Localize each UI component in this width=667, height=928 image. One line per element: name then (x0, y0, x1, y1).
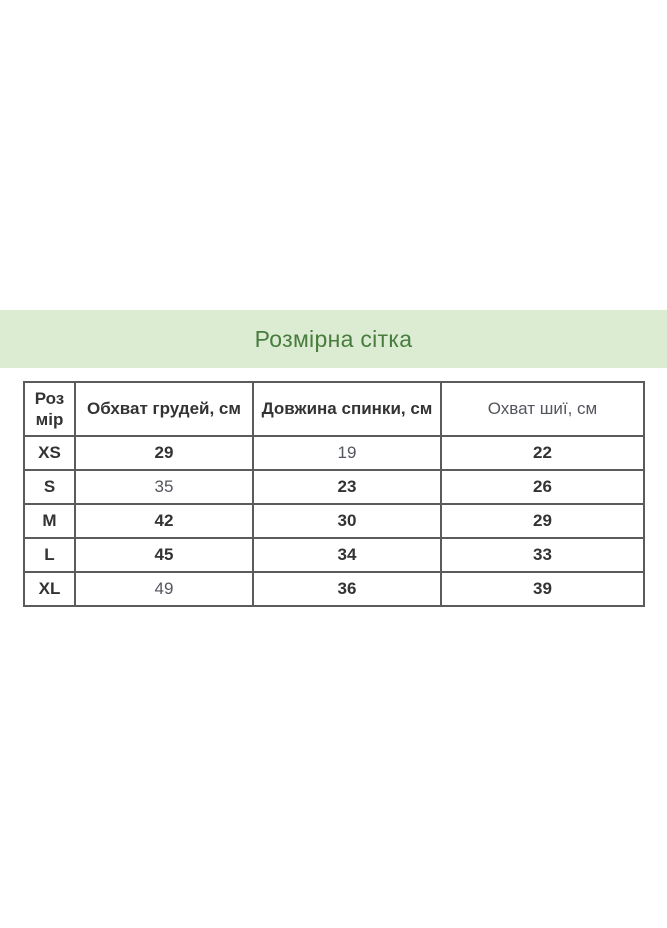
back-cell: 34 (253, 538, 441, 572)
chest-cell: 49 (75, 572, 253, 606)
neck-cell: 33 (441, 538, 644, 572)
size-chart-banner (0, 310, 667, 368)
size-cell: XL (24, 572, 75, 606)
neck-cell: 26 (441, 470, 644, 504)
table-row (24, 504, 644, 538)
neck-cell: 39 (441, 572, 644, 606)
table-row (24, 538, 644, 572)
chest-cell: 29 (75, 436, 253, 470)
neck-cell: 29 (441, 504, 644, 538)
table-row (24, 470, 644, 504)
back-cell: 23 (253, 470, 441, 504)
size-cell: M (24, 504, 75, 538)
column-header-size: Роз мір (24, 382, 75, 436)
back-cell: 19 (253, 436, 441, 470)
neck-cell: 22 (441, 436, 644, 470)
column-header-neck: Охват шиї, см (441, 382, 644, 436)
table-header-row (24, 382, 644, 436)
back-cell: 36 (253, 572, 441, 606)
column-header-back: Довжина спинки, см (253, 382, 441, 436)
size-cell: XS (24, 436, 75, 470)
column-header-chest: Обхват грудей, см (75, 382, 253, 436)
chest-cell: 45 (75, 538, 253, 572)
chest-cell: 35 (75, 470, 253, 504)
size-cell: L (24, 538, 75, 572)
back-cell: 30 (253, 504, 441, 538)
table-row (24, 572, 644, 606)
chest-cell: 42 (75, 504, 253, 538)
size-cell: S (24, 470, 75, 504)
size-chart-title: Розмірна сітка (254, 325, 413, 352)
size-chart-table (23, 381, 645, 607)
table-row (24, 436, 644, 470)
